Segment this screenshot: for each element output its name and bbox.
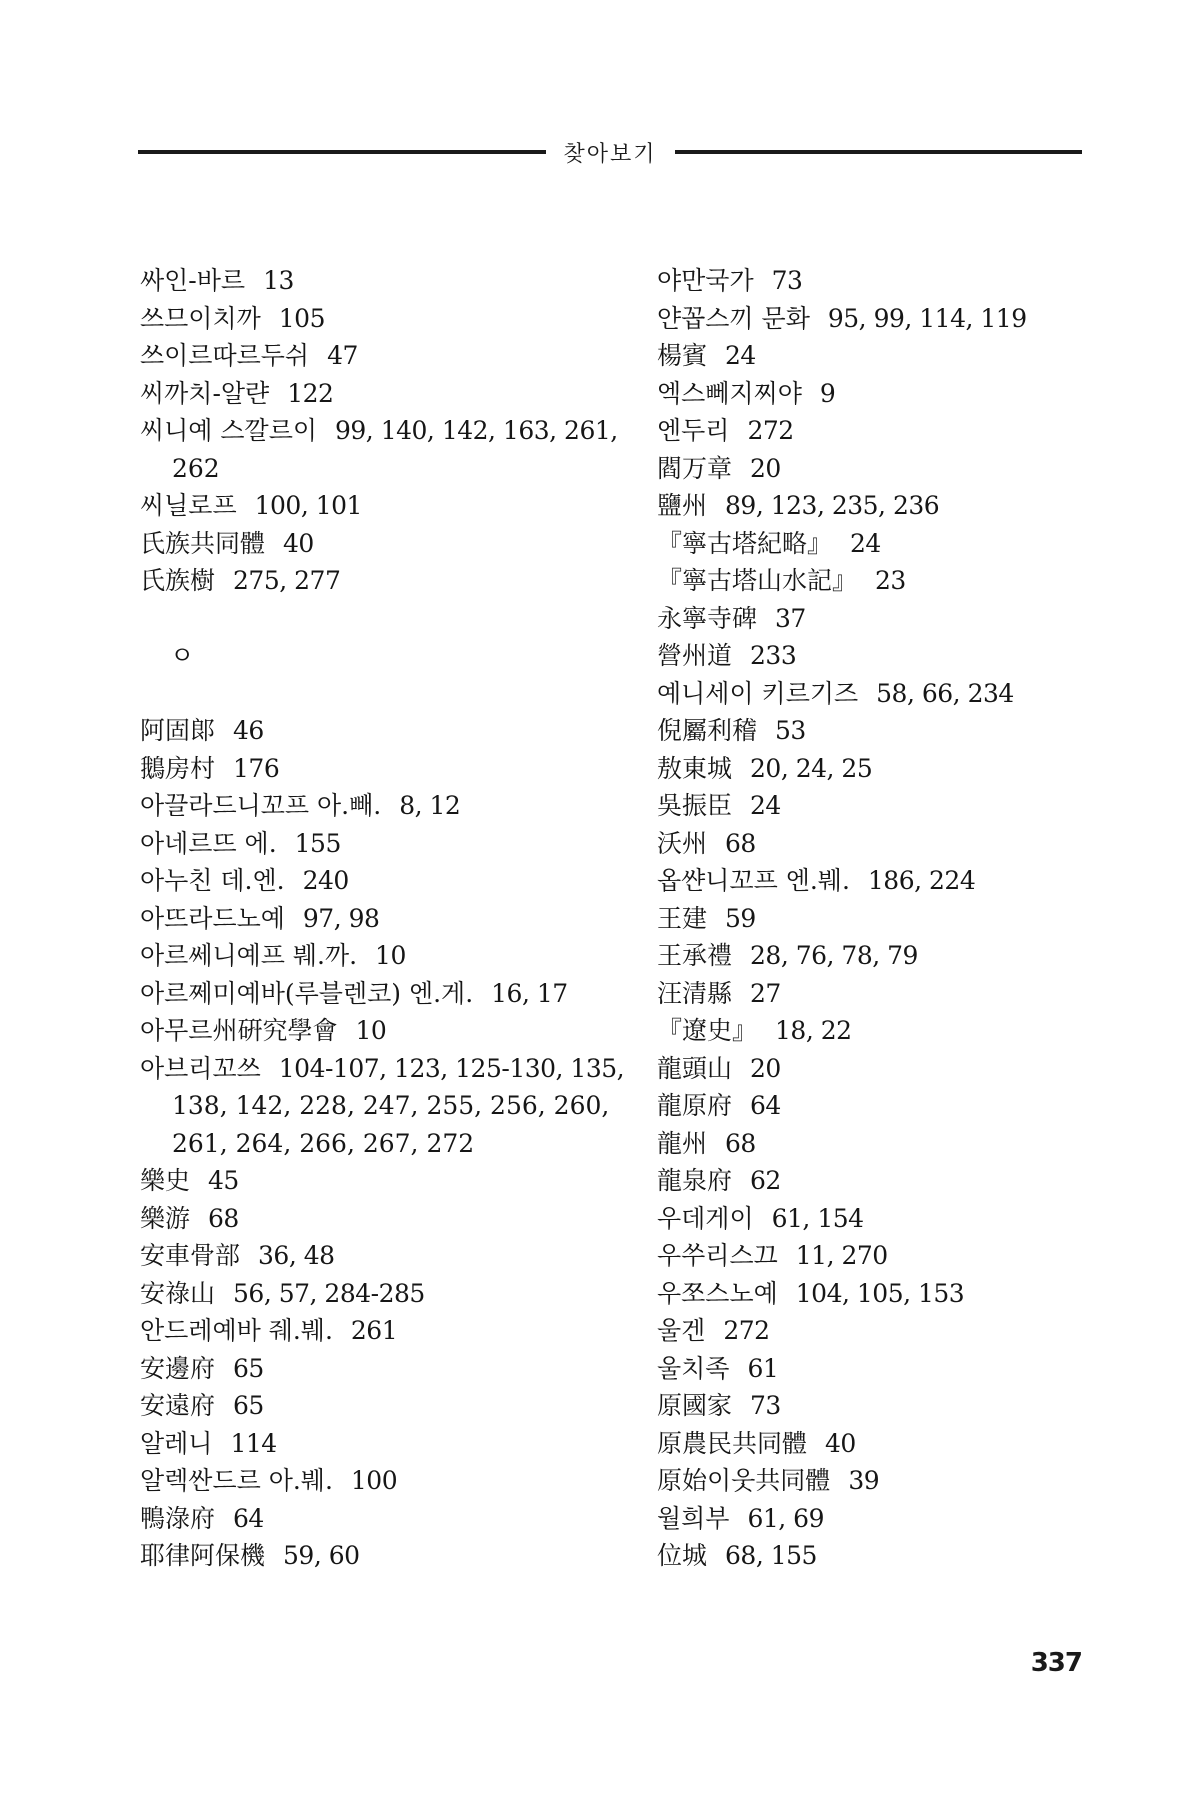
- index-entry: [140, 712, 610, 750]
- index-term: 王承禮: [657, 941, 733, 970]
- index-term: 鴨淥府: [140, 1503, 216, 1533]
- index-entry: [657, 1050, 1127, 1088]
- index-pages: 36, 48: [258, 1241, 335, 1270]
- index-term: 아끌라드니꼬프 아.빼.: [140, 791, 382, 820]
- index-entry: [140, 1275, 610, 1313]
- index-pages: 100: [350, 1466, 398, 1495]
- index-entry: [657, 1387, 1127, 1425]
- index-pages: 27: [750, 978, 781, 1008]
- index-pages: 64: [233, 1503, 264, 1533]
- index-entry: [140, 975, 610, 1013]
- index-pages: 240: [302, 866, 349, 895]
- index-term: 울치족: [657, 1353, 730, 1383]
- index-term: 沃州: [657, 828, 708, 858]
- index-pages: 16, 17: [491, 978, 568, 1008]
- index-term: 安邊府: [140, 1353, 216, 1383]
- index-pages: 8, 12: [399, 791, 461, 820]
- index-term: 쓰이르따르두쉬: [140, 341, 310, 370]
- index-term: 엔두리: [657, 416, 730, 445]
- index-entry: [140, 1237, 610, 1275]
- index-term: 예니세이 키르기즈: [657, 678, 859, 708]
- index-term: 알렉싼드르 아.붸.: [140, 1466, 333, 1495]
- index-pages: 28, 76, 78, 79: [750, 941, 918, 970]
- index-term: 월희부: [657, 1503, 730, 1533]
- index-term: 安遠府: [140, 1391, 216, 1420]
- page-title: 찾아보기: [563, 141, 657, 167]
- index-entry: [657, 712, 1127, 750]
- index-group-left-top: [140, 262, 618, 600]
- index-entry: [140, 1500, 610, 1538]
- section-gap: [140, 600, 610, 638]
- index-entry: [140, 525, 610, 563]
- page-number: 337: [1030, 1648, 1082, 1678]
- index-pages: 64: [750, 1091, 781, 1120]
- index-entry: [657, 1537, 1127, 1575]
- index-group-right: [657, 262, 1127, 1575]
- index-entry: [657, 675, 1127, 713]
- index-pages: 56, 57, 284-285: [233, 1278, 425, 1308]
- index-entry: [140, 1387, 610, 1425]
- index-term: 氏族樹: [140, 566, 216, 595]
- index-entry: [657, 637, 1127, 675]
- index-term: 安祿山: [140, 1278, 216, 1308]
- index-pages: 68: [725, 828, 756, 858]
- index-term: 울겐: [657, 1316, 706, 1345]
- index-entry: [657, 600, 1127, 638]
- index-term: 『寧古塔紀略』: [657, 528, 833, 558]
- index-term: 야만국가: [657, 266, 754, 295]
- index-entry: [140, 862, 610, 900]
- index-entry: [657, 1275, 1127, 1313]
- index-entry: [657, 825, 1127, 863]
- index-term: 아르쩨미예바(루블렌코) 엔.게.: [140, 978, 474, 1008]
- index-term: 우쪼스노예: [657, 1278, 778, 1308]
- index-entry: [657, 412, 1127, 450]
- index-pages: 104, 105, 153: [795, 1278, 965, 1308]
- header-rule-right: [675, 150, 1083, 154]
- index-term: 씨닐로프: [140, 491, 237, 520]
- index-pages: 186, 224: [867, 866, 976, 895]
- index-entry: [657, 525, 1127, 563]
- index-pages: 65: [233, 1391, 264, 1420]
- index-pages: 40: [283, 528, 314, 558]
- index-pages: 122: [287, 378, 334, 408]
- index-pages: 104-107, 123, 125-130, 135,: [278, 1053, 625, 1083]
- index-term: 龍頭山: [657, 1053, 733, 1083]
- index-term: 敖東城: [657, 753, 733, 783]
- index-entry: [140, 1425, 610, 1463]
- index-entry: [140, 900, 610, 938]
- index-pages: 59, 60: [283, 1541, 360, 1570]
- index-term: 엑스뻬지찌야: [657, 378, 802, 408]
- index-term: 얀꼽스끼 문화: [657, 303, 810, 333]
- index-pages: 105: [278, 303, 325, 333]
- index-pages: 13: [263, 266, 294, 295]
- index-term: 王建: [657, 903, 708, 933]
- index-term: 아네르뜨 에.: [140, 828, 277, 858]
- index-pages: 24: [750, 791, 781, 820]
- index-entry: [140, 487, 610, 525]
- index-pages: 61, 154: [771, 1203, 864, 1233]
- index-pages: 272: [723, 1316, 770, 1345]
- index-term: 씨까치-알랸: [140, 378, 270, 408]
- index-term: 原國家: [657, 1391, 733, 1420]
- index-pages: 24: [850, 528, 881, 558]
- index-pages: 97, 98: [302, 903, 380, 933]
- index-entry: [657, 1162, 1127, 1200]
- index-term: 싸인-바르: [140, 266, 246, 295]
- index-term: 아르쎄니예프 붸.까.: [140, 941, 358, 970]
- index-pages: 23: [875, 566, 906, 595]
- index-entry: [657, 487, 1127, 525]
- index-pages: 10: [355, 1016, 387, 1045]
- index-pages: 114: [230, 1428, 277, 1458]
- index-term: 龍泉府: [657, 1166, 733, 1195]
- index-term: 아뜨라드노예: [140, 903, 285, 933]
- section-gap: [140, 675, 610, 713]
- index-pages: 272: [747, 416, 794, 445]
- index-pages: 73: [771, 266, 803, 295]
- index-term: 아무르州硏究學會: [140, 1016, 338, 1045]
- index-entry: [140, 1312, 610, 1350]
- index-entry: [140, 1162, 610, 1200]
- index-entry: [657, 1500, 1127, 1538]
- index-entry: [657, 300, 1127, 338]
- index-term: 原始이웃共同體: [657, 1466, 831, 1495]
- index-pages: 46: [233, 716, 264, 745]
- index-entry: [140, 1200, 610, 1238]
- index-pages: 11, 270: [795, 1241, 888, 1270]
- index-term: 『遼史』: [657, 1016, 758, 1045]
- index-pages: 62: [750, 1166, 781, 1195]
- index-entry: [657, 750, 1127, 788]
- index-term: 아누친 데.엔.: [140, 866, 285, 895]
- index-group-left-bottom: [140, 712, 625, 1575]
- index-entry: [140, 562, 610, 600]
- index-pages: 100, 101: [254, 491, 362, 520]
- index-entry: [657, 337, 1127, 375]
- index-entry: [140, 375, 610, 413]
- index-term: 永寧寺碑: [657, 603, 758, 633]
- section-heading: ㅇ: [170, 641, 195, 670]
- index-pages: 37: [775, 603, 806, 633]
- index-entry: [657, 262, 1127, 300]
- page-header: [138, 132, 1082, 172]
- index-term: 位城: [657, 1541, 708, 1570]
- index-entry: [657, 1125, 1127, 1163]
- index-entry: [140, 1537, 610, 1575]
- index-entry: [657, 1237, 1127, 1275]
- index-entry: [657, 562, 1127, 600]
- index-term: 씨니예 스깔르이: [140, 416, 317, 445]
- index-entry: [657, 1087, 1127, 1125]
- index-pages: 20: [750, 1053, 781, 1083]
- index-term: 樂游: [140, 1203, 191, 1233]
- index-term: 알레니: [140, 1428, 213, 1458]
- index-term: 옵쌴니꼬프 엔.붸.: [657, 866, 850, 895]
- index-term: 龍原府: [657, 1091, 733, 1120]
- index-term: 閻万章: [657, 453, 733, 483]
- index-term: 樂史: [140, 1166, 191, 1195]
- index-term: 吳振臣: [657, 791, 733, 820]
- index-entry: [657, 1350, 1127, 1388]
- index-term: 우쑤리스끄: [657, 1241, 778, 1270]
- index-pages: 20, 24, 25: [750, 753, 873, 783]
- index-term: 우데게이: [657, 1203, 754, 1233]
- index-entry: [140, 787, 610, 825]
- index-pages: 9: [819, 378, 836, 408]
- index-pages: 68: [208, 1203, 239, 1233]
- index-entry: [140, 1462, 610, 1500]
- index-column-right: [657, 262, 1127, 1575]
- index-pages: 155: [294, 828, 341, 858]
- index-term: 鹽州: [657, 491, 708, 520]
- index-pages: 61: [747, 1353, 779, 1383]
- index-entry: [140, 825, 610, 863]
- index-pages: 45: [208, 1166, 239, 1195]
- index-pages: 24: [725, 341, 756, 370]
- index-pages: 39: [848, 1466, 880, 1495]
- index-pages: 58, 66, 234: [876, 678, 1014, 708]
- index-column-left: [140, 262, 625, 1575]
- index-term: 鵝房村: [140, 753, 216, 783]
- index-entry: [657, 862, 1127, 900]
- index-pages: 68: [725, 1128, 756, 1158]
- index-entry: [657, 1200, 1127, 1238]
- index-pages: 68, 155: [725, 1541, 817, 1570]
- index-entry: [657, 450, 1127, 488]
- index-entry: [657, 1012, 1127, 1050]
- index-term: 龍州: [657, 1128, 708, 1158]
- index-term: 『寧古塔山水記』: [657, 566, 858, 595]
- index-entry: [657, 375, 1127, 413]
- index-entry: [140, 412, 618, 487]
- index-pages: 47: [327, 341, 358, 370]
- index-term: 耶律阿保機: [140, 1541, 266, 1570]
- index-pages: 233: [750, 641, 797, 670]
- index-entry: [140, 337, 610, 375]
- index-pages: 73: [750, 1391, 781, 1420]
- index-term: 氏族共同體: [140, 528, 266, 558]
- index-pages: 65: [233, 1353, 264, 1383]
- index-entry: [140, 1050, 625, 1163]
- index-entry: [140, 1012, 610, 1050]
- index-term: 汪清縣: [657, 978, 733, 1008]
- index-entry: [140, 937, 610, 975]
- index-entry: [140, 262, 610, 300]
- index-pages: 53: [775, 716, 806, 745]
- index-term: 쓰므이치까: [140, 303, 261, 333]
- header-rule-left: [138, 150, 546, 154]
- index-term: 안드레예바 줴.붸.: [140, 1316, 333, 1345]
- index-entry: [657, 1312, 1127, 1350]
- index-pages: 99, 140, 142, 163, 261,: [335, 416, 618, 445]
- index-pages: 95, 99, 114, 119: [827, 303, 1027, 333]
- index-entry: [140, 300, 610, 338]
- index-term: 아브리꼬쓰: [140, 1053, 261, 1083]
- index-term: 原農民共同體: [657, 1428, 808, 1458]
- index-entry: [140, 1350, 610, 1388]
- index-term: 倪屬利稽: [657, 716, 758, 745]
- index-entry: [657, 1462, 1127, 1500]
- index-term: 營州道: [657, 641, 733, 670]
- index-entry: [657, 900, 1127, 938]
- index-pages: 10: [375, 941, 406, 970]
- index-pages: 20: [750, 453, 781, 483]
- index-entry: [657, 1425, 1127, 1463]
- index-entry: [657, 975, 1127, 1013]
- index-entry: [657, 787, 1127, 825]
- index-pages: 40: [825, 1428, 856, 1458]
- index-entry: [140, 750, 610, 788]
- index-term: 阿固郞: [140, 716, 216, 745]
- index-pages-continued: 138, 142, 228, 247, 255, 256, 260, 261, 264, 266, 267, 272: [172, 1091, 610, 1158]
- index-pages: 89, 123, 235, 236: [725, 491, 940, 520]
- index-pages: 59: [725, 903, 756, 933]
- index-pages-continued: 262: [172, 453, 220, 483]
- index-pages: 261: [350, 1316, 398, 1345]
- index-pages: 18, 22: [775, 1016, 852, 1045]
- index-pages: 176: [233, 753, 280, 783]
- index-pages: 275, 277: [233, 566, 341, 595]
- index-entry: [657, 937, 1127, 975]
- index-pages: 61, 69: [747, 1503, 824, 1533]
- index-term: 楊賓: [657, 341, 708, 370]
- index-term: 安車骨部: [140, 1241, 241, 1270]
